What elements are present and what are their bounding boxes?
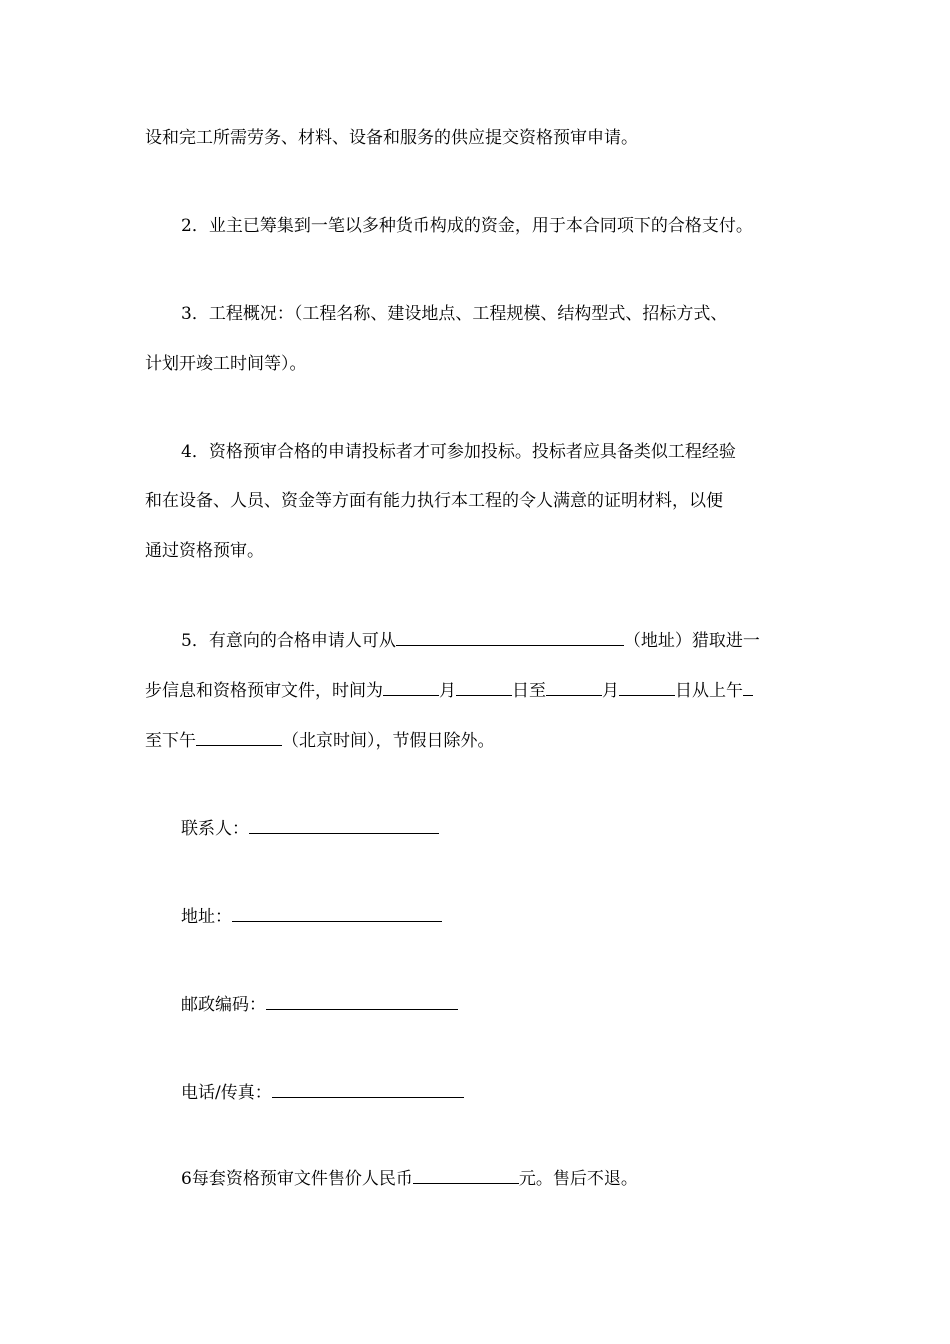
address-field-blank[interactable]: [232, 905, 442, 922]
paragraph-5-line-1: 5．有意向的合格申请人可从 （地址）猎取进一: [181, 631, 760, 651]
price-blank[interactable]: [413, 1167, 519, 1184]
start-day-blank[interactable]: [456, 679, 512, 696]
end-day-blank[interactable]: [619, 679, 675, 696]
phone-line: 电话/传真：: [181, 1081, 464, 1104]
paragraph-6-line-1: 6每套资格预审文件售价人民币 元。售后不退。: [181, 1169, 638, 1189]
paragraph-3-line-2: 计划开竣工时间等）。: [145, 354, 307, 374]
paragraph-5-line-3: 至下午 （北京时间），节假日除外。: [145, 731, 495, 751]
paragraph-4-line-1: 4．资格预审合格的申请投标者才可参加投标。投标者应具备类似工程经验: [181, 442, 736, 462]
paragraph-5-line-2: 步信息和资格预审文件，时间为 月 日至 月 日从上午: [145, 679, 753, 702]
paragraph-4-line-3: 通过资格预审。: [145, 541, 264, 561]
start-month-blank[interactable]: [383, 679, 439, 696]
paragraph-4-line-2: 和在设备、人员、资金等方面有能力执行本工程的令人满意的证明材料，以便: [145, 491, 723, 511]
address-blank[interactable]: [396, 629, 624, 646]
paragraph-1-line-1: 设和完工所需劳务、材料、设备和服务的供应提交资格预审申请。: [145, 128, 638, 148]
afternoon-time-blank[interactable]: [196, 729, 282, 746]
address-line: 地址：: [181, 905, 442, 928]
postcode-line: 邮政编码：: [181, 993, 458, 1016]
paragraph-2-line-1: 2．业主已筹集到一笔以多种货币构成的资金，用于本合同项下的合格支付。: [181, 216, 753, 236]
morning-time-blank[interactable]: [743, 679, 753, 696]
postcode-blank[interactable]: [266, 993, 458, 1010]
paragraph-3-line-1: 3．工程概况：（工程名称、建设地点、工程规模、结构型式、招标方式、: [181, 304, 728, 324]
phone-blank[interactable]: [272, 1081, 464, 1098]
contact-line: 联系人：: [181, 817, 439, 840]
end-month-blank[interactable]: [546, 679, 602, 696]
contact-blank[interactable]: [249, 817, 439, 834]
